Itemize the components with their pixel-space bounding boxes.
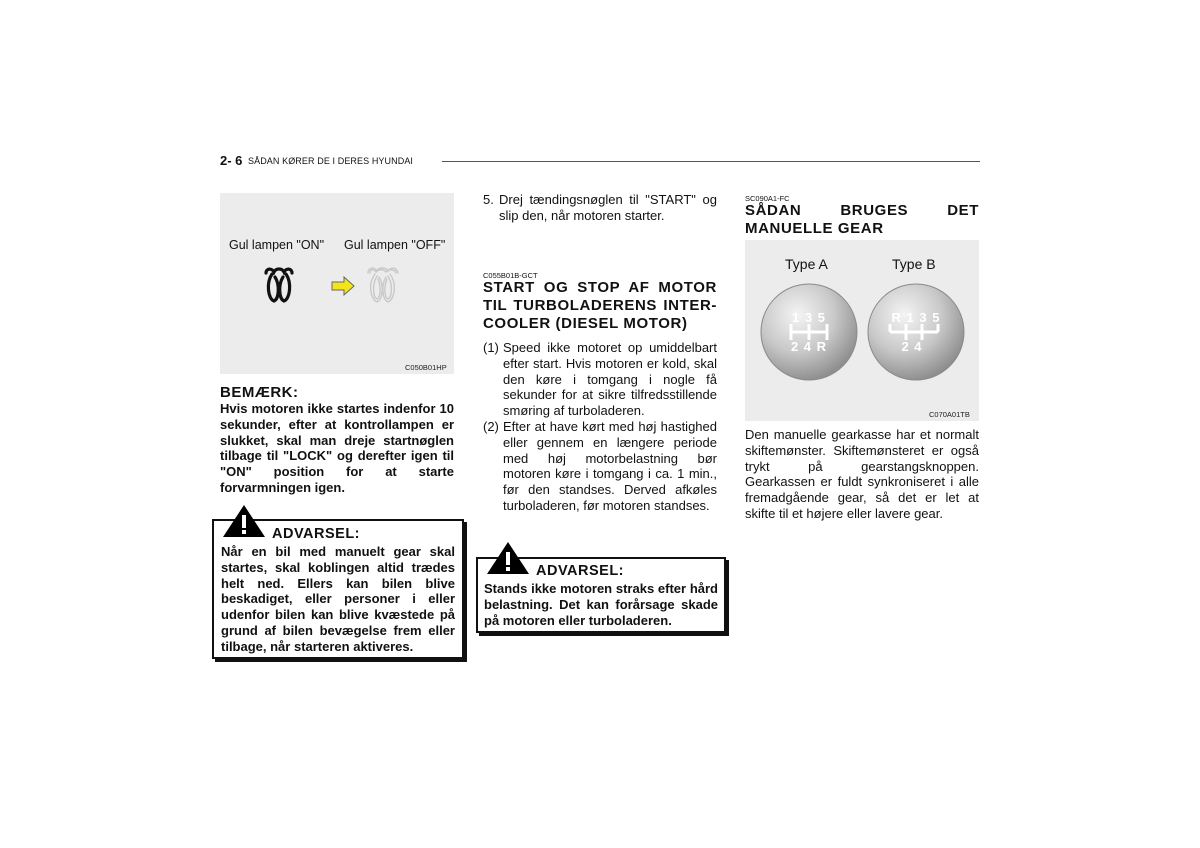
warning-triangle-icon (486, 541, 530, 575)
list-item-text: Speed ikke motoret op umiddelbart efter start. Hvis motoren er kold, skal den køre i tomgang i nogle få sekunder for at sikre tilfredsstillende smøring af turboladeren. (503, 340, 717, 419)
section-code: C055B01B-GCT (483, 271, 538, 280)
list-item (483, 340, 717, 419)
knob-a-top-label: 1 3 5 (792, 310, 826, 325)
section-title: START OG STOP AF MOTOR TIL TURBOLADERENS INTER-COOLER (DIESEL MOTOR) (483, 279, 717, 332)
step-number: 5. (483, 192, 494, 207)
list-item-text: Efter at have kørt med høj hastighed eller gennem en længere periode med høj motorbelastning bør motoren køre i tomgang i ca. 1 min., før den standses. Derved afkøles turboladeren, før motoren standses. (503, 418, 717, 513)
arrow-right-icon (332, 277, 354, 295)
list-item-number: (2) (483, 418, 499, 434)
section-code: SC090A1-FC (745, 194, 790, 203)
glow-plug-off-icon (368, 268, 398, 302)
warning-title: ADVARSEL: (272, 526, 361, 542)
list-item (483, 419, 717, 514)
section-title-line1: SÅDAN BRUGES DET (745, 202, 979, 219)
warning-box-turbo (476, 557, 726, 633)
page-number: 2- 6 (220, 153, 243, 168)
warning-box-clutch (212, 519, 464, 659)
type-a-label: Type A (785, 256, 828, 272)
lamp-on-label: Gul lampen "ON" (229, 238, 325, 252)
warning-title: ADVARSEL: (536, 563, 625, 579)
list-item-number: (1) (483, 340, 499, 355)
step-5 (483, 192, 717, 224)
lamp-figure (220, 193, 454, 374)
glow-plug-on-icon (266, 269, 292, 301)
gear-figure (745, 240, 979, 421)
note-body: Hvis motoren ikke startes indenfor 10 sekunder, efter at kontrollampen er slukket, skal man dreje startnøglen tilbage til "LOCK" og derefter igen til "ON" position for at starte forvarmningen igen. (220, 401, 454, 495)
knob-a-bottom-label: 2 4 R (790, 339, 828, 354)
figure-code: C050B01HP (405, 363, 447, 372)
section-title-line2: MANUELLE GEAR (745, 220, 884, 237)
header-rule (442, 161, 980, 162)
type-b-label: Type B (892, 256, 936, 272)
warning-triangle-icon (222, 504, 266, 538)
figure-code: C070A01TB (929, 410, 970, 419)
lamp-illustration (262, 265, 412, 307)
warning-body: Stands ikke motoren straks efter hård belastning. Det kan forårsage skade på motoren eller turboladeren. (484, 581, 718, 628)
turbo-list (483, 340, 717, 514)
knob-b-top-label: R 1 3 5 (891, 310, 941, 325)
step-text: Drej tændingsnøglen til "START" og slip den, når motoren starter. (499, 192, 717, 223)
gear-body: Den manuelle gearkasse har et normalt skiftemønster. Skiftemønsteret er også trykt på gearstangsknoppen. Gearkassen er fuldt synkroniseret i alle fremadgående gear, så det er let at skifte til et højere eller lavere gear. (745, 427, 979, 521)
chapter-title: SÅDAN KØRER DE I DERES HYUNDAI (248, 156, 414, 166)
knob-b-bottom-label: 2 4 (901, 339, 923, 354)
gear-knob-type-a (759, 282, 859, 382)
gear-knob-type-b (866, 282, 966, 382)
note-title: BEMÆRK: (220, 384, 299, 401)
warning-body: Når en bil med manuelt gear skal startes, skal koblingen altid trædes helt ned. Ellers kan bilen blive beskadiget, eller personer i eller udenfor bilen kan blive kvæstede på grund af bilen bevægelse frem eller tilbage, når starteren aktiveres. (221, 544, 455, 654)
lamp-off-label: Gul lampen "OFF" (344, 238, 446, 252)
